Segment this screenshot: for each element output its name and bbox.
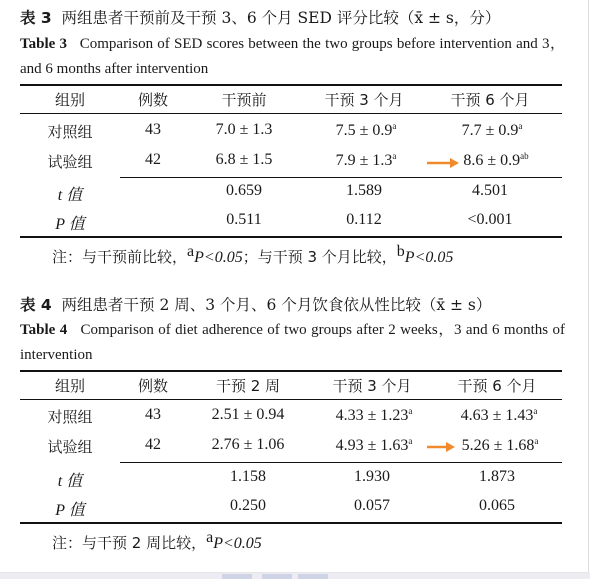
table4-row1-6m: 4.63 ± 1.43$^a$	[460, 406, 538, 424]
table3-header-6m: 干预 6 个月	[450, 91, 530, 109]
table4-p-2w: 0.250	[230, 497, 266, 514]
table3-t-before: 0.659	[226, 182, 262, 199]
table4-row2-n: 42	[145, 436, 161, 453]
table3-row2-6m: 8.6 ± 0.9$^{ab}$	[463, 151, 529, 169]
table4-caption-en: Table 4 Comparison of diet adherence of two groups after 2 weeks，3 and 6 months of intervention	[20, 322, 566, 363]
table3-p-3m: 0.112	[346, 211, 382, 228]
table3-header-group: 组别	[54, 91, 86, 109]
table4-p-3m: 0.057	[354, 497, 390, 514]
table3-t-6m: 4.501	[472, 182, 508, 199]
table3-footnote: 注：与干预前比较，$^a$P<0.05；与干预 3 个月比较，$^b$P<0.05	[52, 243, 454, 266]
table3-row2-n: 42	[145, 151, 161, 168]
table3-top-rule	[20, 84, 562, 86]
table3-header-before: 干预前	[221, 91, 267, 109]
table4-t-label: t 值	[57, 473, 83, 490]
table3-row1-before: 7.0 ± 1.3	[215, 121, 273, 138]
table3-header-n: 例数	[137, 91, 169, 109]
table4-header-rule	[20, 399, 562, 400]
table4-top-rule	[20, 370, 562, 372]
table4-row2-2w: 2.76 ± 1.06	[211, 436, 285, 453]
bottom-tab[interactable]	[298, 574, 328, 579]
table4-footnote: 注：与干预 2 周比较，$^a$P<0.05	[52, 529, 262, 552]
table4-row1-3m: 4.33 ± 1.23$^a$	[335, 406, 413, 424]
table3-row1-3m: 7.5 ± 0.9$^a$	[335, 121, 397, 139]
table4-p-label: P 值	[55, 502, 85, 519]
table4-header-6m: 干预 6 个月	[457, 377, 537, 395]
table3-caption-cn: 表 3 两组患者干预前及干预 3、6 个月 SED 评分比较（x̄ ± s，分）	[20, 9, 501, 27]
table4-header-2w: 干预 2 周	[215, 377, 281, 395]
table3-row1-6m: 7.7 ± 0.9$^a$	[461, 121, 523, 139]
table3-row2-before: 6.8 ± 1.5	[215, 151, 273, 168]
table4-highlight-arrow-icon	[426, 441, 456, 453]
table3-stats-rule	[120, 177, 562, 178]
table4-row2-3m: 4.93 ± 1.63$^a$	[335, 436, 413, 454]
table4-t-3m: 1.930	[354, 468, 390, 485]
table4-t-6m: 1.873	[479, 468, 515, 485]
table4-stats-rule	[120, 462, 562, 463]
table3-row2-3m: 7.9 ± 1.3$^a$	[335, 151, 397, 169]
table3-t-3m: 1.589	[346, 182, 382, 199]
table3-row2-group: 试验组	[47, 153, 93, 171]
bottom-tab[interactable]	[262, 574, 292, 579]
table4-caption-cn: 表 4 两组患者干预 2 周、3 个月、6 个月饮食依从性比较（x̄ ± s）	[20, 296, 492, 314]
window-bottom-bar	[0, 573, 590, 579]
table4-row1-n: 43	[145, 406, 161, 423]
table3-row1-n: 43	[145, 121, 161, 138]
table3-caption-en: Table 3 Comparison of SED scores between the two groups before intervention and 3，and 6 months after intervention	[20, 36, 565, 77]
table3-highlight-arrow-icon	[426, 157, 460, 169]
table4-header-n: 例数	[137, 377, 169, 395]
table3-header-3m: 干预 3 个月	[324, 91, 404, 109]
table4-t-2w: 1.158	[230, 468, 266, 485]
table3-row1-group: 对照组	[47, 123, 93, 141]
table4-header-3m: 干预 3 个月	[332, 377, 412, 395]
table3-bottom-rule	[20, 236, 562, 238]
table3-p-6m: <0.001	[467, 211, 513, 228]
table4-row2-group: 试验组	[47, 438, 93, 456]
table4-row1-group: 对照组	[47, 408, 93, 426]
table4-row1-2w: 2.51 ± 0.94	[211, 406, 285, 423]
table4-row2-6m: 5.26 ± 1.68$^a$	[461, 436, 539, 454]
table3-t-label: t 值	[57, 187, 83, 204]
table4-p-6m: 0.065	[479, 497, 515, 514]
table3-p-label: P 值	[55, 216, 85, 233]
bottom-tab[interactable]	[222, 574, 252, 579]
table4-bottom-rule	[20, 522, 562, 524]
table3-p-before: 0.511	[226, 211, 262, 228]
table3-header-rule	[20, 113, 562, 114]
table4-header-group: 组别	[54, 377, 86, 395]
